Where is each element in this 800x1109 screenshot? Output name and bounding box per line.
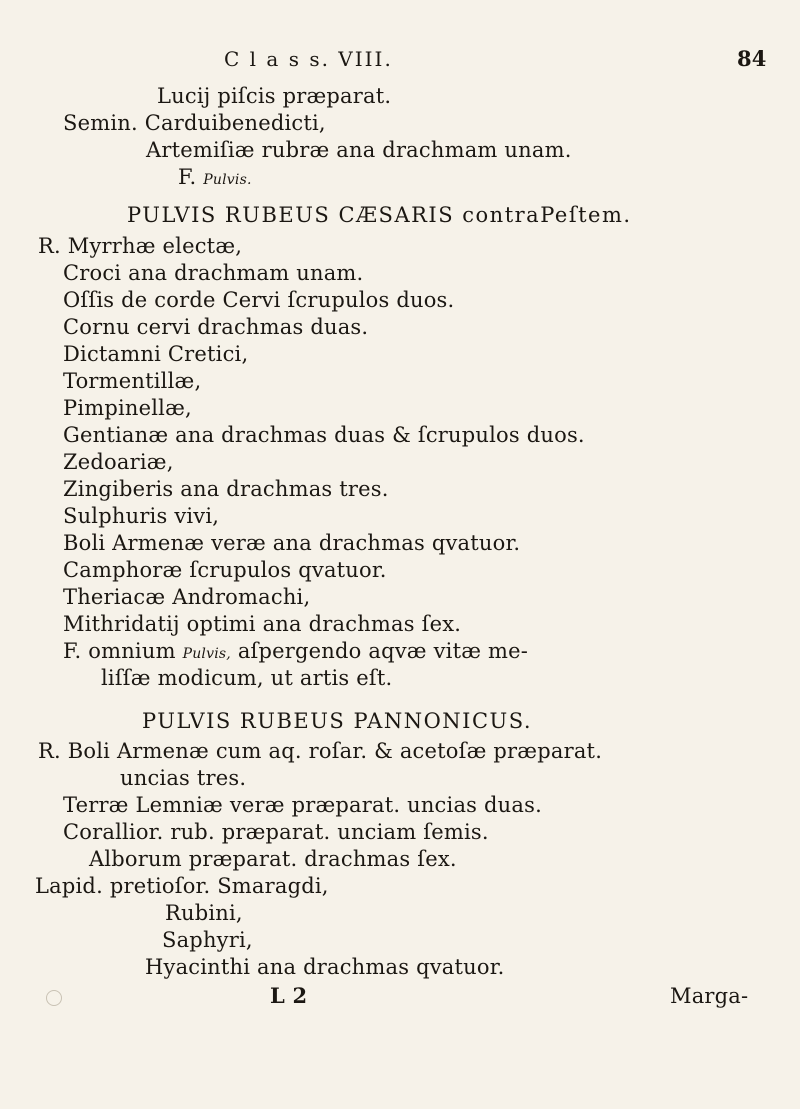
text-line: Terræ Lemniæ veræ præparat. uncias duas.: [63, 793, 542, 817]
running-title: C l a s s. VIII.: [224, 47, 393, 71]
text-line: Croci ana drachmam unam.: [63, 261, 364, 285]
text-line: Cornu cervi drachmas duas.: [63, 315, 369, 339]
text-line: Semin. Carduibenedicti,: [63, 111, 326, 135]
text-line: Lucij piſcis præparat.: [157, 84, 392, 108]
text-line: Artemiſiæ rubræ ana drachmam unam.: [146, 138, 572, 162]
text-line: Dictamni Cretici,: [63, 342, 249, 366]
recipe-f: F.: [178, 165, 197, 189]
text-line: Alborum præparat. drachmas ſex.: [89, 847, 457, 871]
text-line: [178, 164, 252, 193]
page-number: 84: [737, 46, 767, 71]
recipe-pulvis: Pulvis.: [203, 172, 252, 188]
text-line: Rubini,: [165, 901, 243, 925]
text-line: Zedoariæ,: [63, 450, 174, 474]
text-line: Zingiberis ana drachmas tres.: [63, 477, 389, 501]
text-line: liſſæ modicum, ut artis eſt.: [101, 666, 393, 690]
text-fragment: F. omnium: [63, 639, 176, 663]
pulvis-word: Pulvis,: [182, 646, 231, 662]
text-line: uncias tres.: [120, 766, 247, 790]
text-line: Tormentillæ,: [63, 369, 202, 393]
text-line: R. Boli Armenæ cum aq. roſar. & acetoſæ præparat.: [38, 739, 603, 763]
catchword: Marga-: [670, 984, 749, 1008]
text-fragment: aſpergendo aqvæ vitæ me-: [237, 639, 529, 663]
text-line: Camphoræ ſcrupulos qvatuor.: [63, 558, 387, 582]
text-line: Mithridatij optimi ana drachmas ſex.: [63, 612, 462, 636]
signature-mark: L 2: [270, 983, 308, 1008]
paper-stain-icon: [46, 990, 62, 1006]
text-line: Boli Armenæ veræ ana drachmas qvatuor.: [63, 531, 521, 555]
text-line: Oſſis de corde Cervi ſcrupulos duos.: [63, 288, 455, 312]
text-line: Gentianæ ana drachmas duas & ſcrupulos duos.: [63, 423, 585, 447]
text-line: [63, 638, 528, 667]
text-line: Sulphuris vivi,: [63, 504, 220, 528]
text-line: Saphyri,: [162, 928, 253, 952]
text-line: Corallior. rub. præparat. unciam ſemis.: [63, 820, 489, 844]
text-line: Pimpinellæ,: [63, 396, 192, 420]
text-line: Hyacinthi ana drachmas qvatuor.: [145, 955, 505, 979]
text-line: R. Myrrhæ electæ,: [38, 234, 243, 258]
section-title: PULVIS RUBEUS CÆSARIS contraPeſtem.: [127, 203, 632, 227]
text-line: Lapid. pretioſor. Smaragdi,: [35, 874, 329, 898]
text-line: Theriacæ Andromachi,: [63, 585, 311, 609]
section-title: PULVIS RUBEUS PANNONICUS.: [142, 709, 533, 733]
